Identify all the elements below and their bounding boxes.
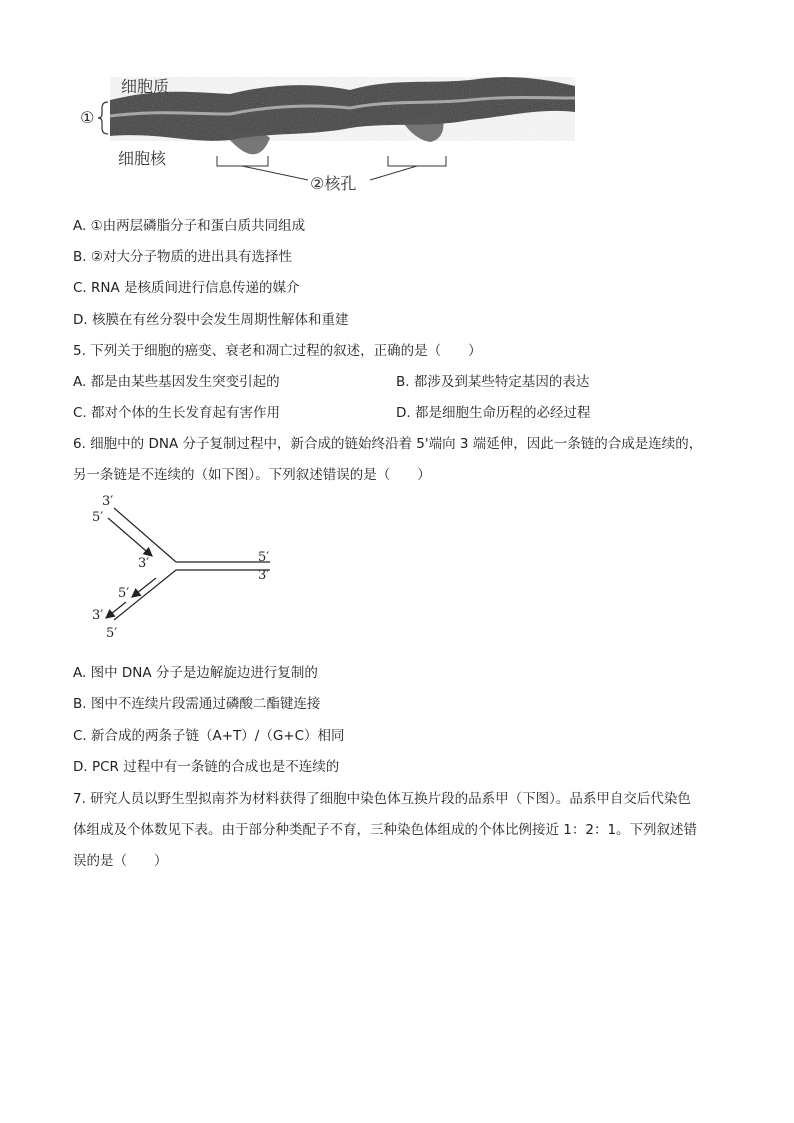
pore-leader-left [242, 166, 308, 180]
q6-option-b: B. 图中不连续片段需通过磷酸二酯键连接 [73, 696, 321, 712]
q7-stem-line-2: 体组成及个体数见下表。由于部分种类配子不育，三种染色体组成的个体比例接近 1：2：1。下列叙述错 [73, 822, 698, 838]
label-top-arrow-end: 3′ [138, 556, 150, 571]
membrane-bracket [98, 102, 108, 134]
q4-option-b: B. ②对大分子物质的进出具有选择性 [73, 249, 292, 265]
q6-option-a: A. 图中 DNA 分子是边解旋边进行复制的 [73, 665, 318, 681]
q6-option-c: C. 新合成的两条子链（A+T）/（G+C）相同 [73, 728, 345, 744]
pore-leader-right [370, 166, 417, 180]
pore-bracket-left [217, 156, 268, 166]
q4-option-d: D. 核膜在有丝分裂中会发生周期性解体和重建 [73, 312, 349, 328]
q4-option-a: A. ①由两层磷脂分子和蛋白质共同组成 [73, 218, 306, 234]
q5-option-a: A. 都是由某些基因发生突变引起的 [73, 374, 280, 390]
q5-stem: 5. 下列关于细胞的癌变、衰老和凋亡过程的叙述，正确的是（ ） [73, 343, 482, 359]
q7-stem-line-1: 7. 研究人员以野生型拟南芥为材料获得了细胞中染色体互换片段的品系甲（下图）。品系甲自交后代染色 [73, 791, 691, 807]
pore-blob-left [220, 130, 270, 154]
label-top-outer: 3′ [102, 494, 114, 509]
pore-blob-right [400, 114, 444, 142]
q6-stem-line-2: 另一条链是不连续的（如下图）。下列叙述错误的是（ ） [73, 467, 431, 483]
leading-strand-arrow [108, 518, 152, 556]
cytoplasm-label: 细胞质 [121, 77, 170, 96]
q5-option-d: D. 都是细胞生命历程的必经过程 [396, 405, 591, 421]
label-top-inner: 5′ [92, 510, 104, 525]
label-bottom-outer: 3′ [92, 608, 104, 623]
lagging-fragment-arrow-1 [132, 578, 156, 597]
q5-option-c: C. 都对个体的生长发育起有害作用 [73, 405, 281, 421]
q6-option-d: D. PCR 过程中有一条链的合成也是不连续的 [73, 759, 340, 775]
q6-stem-line-1: 6. 细胞中的 DNA 分子复制过程中，新合成的链始终沿着 5'端向 3 端延伸，因此一条链的合成是连续的， [73, 436, 703, 452]
q5-option-b: B. 都涉及到某些特定基因的表达 [396, 374, 590, 390]
pore-bracket-right [388, 156, 446, 166]
lagging-fragment-arrow-2 [106, 602, 126, 618]
label-right-top: 5′ [258, 550, 270, 565]
label-bottom-inner: 5′ [106, 626, 118, 641]
label-right-bottom: 3′ [258, 568, 270, 583]
nucleus-label: 细胞核 [118, 149, 167, 168]
upper-template-strand [114, 508, 176, 562]
pore-label: ②核孔 [310, 174, 357, 193]
label-bottom-arrow-end: 5′ [118, 586, 130, 601]
membrane-marker: ① [80, 108, 95, 127]
q7-stem-line-3: 误的是（ ） [73, 853, 168, 869]
q4-option-c: C. RNA 是核质间进行信息传递的媒介 [73, 280, 300, 296]
